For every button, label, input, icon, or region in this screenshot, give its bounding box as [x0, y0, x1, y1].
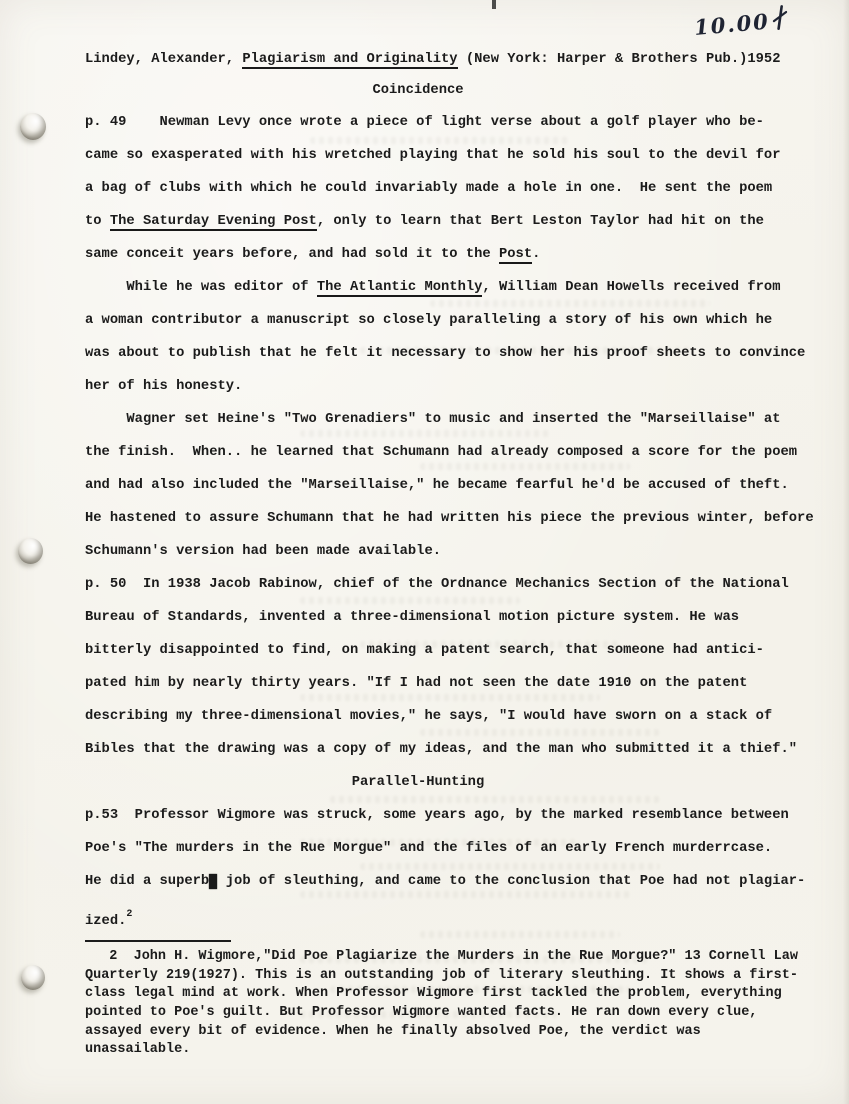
document-line-body	[85, 139, 831, 172]
text-segment: describing my three-dimensional movies," he says, "I would have sworn on a stack of	[85, 709, 773, 724]
text-segment: job of sleuthing, and came to the conclusion that Poe had not plagiar-	[217, 874, 806, 889]
document-line-body	[85, 502, 831, 535]
handwritten-amount: 10.00	[693, 8, 771, 41]
document-line-body	[85, 370, 831, 403]
document-line-heading	[85, 76, 831, 106]
binder-fastener	[20, 113, 46, 140]
handwritten-annotation	[693, 4, 789, 43]
text-segment: to	[85, 214, 110, 229]
text-segment: , William Dean Howells received from	[482, 280, 781, 295]
text-segment: ized.	[85, 914, 127, 929]
binder-fastener	[18, 538, 43, 564]
document-line-body	[85, 667, 831, 700]
text-segment: p. 50 In 1938 Jacob Rabinow, chief of the Ordnance Mechanics Section of the National	[85, 577, 789, 592]
text-segment: unassailable.	[85, 1042, 191, 1058]
text-segment: He hastened to assure Schumann that he had written his piece the previous winter, before	[85, 511, 814, 526]
text-segment: her of his honesty.	[85, 379, 243, 394]
text-segment: bitterly disappointed to find, on making a patent search, that someone had antici-	[85, 643, 764, 658]
document-line-heading2	[85, 766, 831, 799]
text-segment: Coincidence	[372, 83, 464, 98]
document-line-body	[85, 799, 831, 832]
text-segment: While he was editor of	[85, 280, 317, 295]
text-segment: .	[532, 247, 541, 262]
document-line-body	[85, 238, 831, 271]
text-segment: Wagner set Heine's "Two Grenadiers" to music and inserted the "Marseillaise" at	[85, 412, 781, 427]
binder-fastener	[21, 965, 45, 990]
document-line-body	[85, 205, 831, 238]
text-segment: Schumann's version had been made available.	[85, 544, 442, 559]
text-segment: same conceit years before, and had sold it to the	[85, 247, 499, 262]
text-segment: Lindey, Alexander,	[85, 52, 243, 67]
text-segment: Poe's "The murders in the Rue Morgue" and the files of an early French murderrcase.	[85, 841, 773, 856]
text-segment: pointed to Poe's guilt. But Professor Wigmore wanted facts. He ran down every clue,	[85, 1005, 758, 1021]
text-segment: class legal mind at work. When Professor Wigmore first tackled the problem, everything	[85, 986, 782, 1002]
text-segment: p.53 Professor Wigmore was struck, some years ago, by the marked resemblance between	[85, 808, 789, 823]
text-segment: Bureau of Standards, invented a three-dimensional motion picture system. He was	[85, 610, 740, 625]
text-segment: was about to publish that he felt it necessary to show her his proof sheets to convince	[85, 346, 806, 361]
document-line-body	[85, 271, 831, 304]
document-line-title	[85, 40, 831, 76]
underlined-text-segment: The Saturday Evening Post	[109, 214, 317, 229]
document-line-body	[85, 469, 831, 502]
text-segment: assayed every bit of evidence. When he finally absolved Poe, the verdict was	[85, 1023, 701, 1039]
document-line-body	[85, 700, 831, 733]
document-line-body	[85, 865, 831, 898]
text-segment: Bibles that the drawing was a copy of my ideas, and the man who submitted it a thief."	[85, 742, 798, 757]
text-segment: pated him by nearly thirty years. "If I had not seen the date 1910 on the patent	[85, 676, 748, 691]
text-segment: Parallel-Hunting	[351, 775, 485, 790]
document-line-footnote	[85, 967, 831, 986]
document-line-body	[85, 634, 831, 667]
crossed-stroke-mark	[770, 4, 789, 36]
footnote-reference: 2	[126, 909, 133, 920]
text-segment: the finish. When.. he learned that Schumann had already composed a score for the poem	[85, 445, 798, 460]
top-edge-mark	[492, 0, 496, 9]
text-segment: (New York: Harper & Brothers Pub.)1952	[457, 52, 781, 67]
document-line-body	[85, 403, 831, 436]
document-line-body	[85, 898, 831, 931]
text-segment: He did a superb	[85, 874, 210, 889]
document-line-body	[85, 304, 831, 337]
underlined-text-segment: Plagiarism and Originality	[242, 52, 458, 67]
page-edge-shade	[843, 0, 849, 1104]
document-line-body	[85, 436, 831, 469]
text-segment: a bag of clubs with which he could invariably made a hole in one. He sent the poem	[85, 181, 773, 196]
document-line-body	[85, 733, 831, 766]
document-line-footnote	[85, 985, 831, 1004]
document-line-body	[85, 106, 831, 139]
document-line-footnote	[85, 948, 831, 967]
text-segment: p. 49 Newman Levy once wrote a piece of light verse about a golf player who be-	[85, 115, 764, 130]
document-line-body	[85, 337, 831, 370]
document-line-body	[85, 832, 831, 865]
document-line-body	[85, 601, 831, 634]
footnote-rule	[85, 940, 231, 942]
text-segment: a woman contributor a manuscript so closely paralleling a story of his own which he	[85, 313, 773, 328]
text-segment: Quarterly 219(1927). This is an outstanding job of literary sleuthing. It shows a first-	[85, 967, 798, 983]
document-line-footnote	[85, 1041, 831, 1060]
text-segment: came so exasperated with his wretched playing that he sold his soul to the devil for	[85, 148, 781, 163]
text-segment: , only to learn that Bert Leston Taylor had hit on the	[316, 214, 764, 229]
document-line-body	[85, 535, 831, 568]
underlined-text-segment: Post	[498, 247, 533, 262]
underlined-text-segment: The Atlantic Monthly	[316, 280, 483, 295]
document-line-body	[85, 172, 831, 205]
document-line-footnote	[85, 1023, 831, 1042]
text-segment: and had also included the "Marseillaise," he became fearful he'd be accused of theft.	[85, 478, 789, 493]
document-lines	[85, 40, 831, 1060]
document-line-body	[85, 568, 831, 601]
text-segment: 2 John H. Wigmore,"Did Poe Plagiarize the Murders in the Rue Morgue?" 13 Cornell Law	[85, 949, 798, 964]
document-line-footnote	[85, 1004, 831, 1023]
